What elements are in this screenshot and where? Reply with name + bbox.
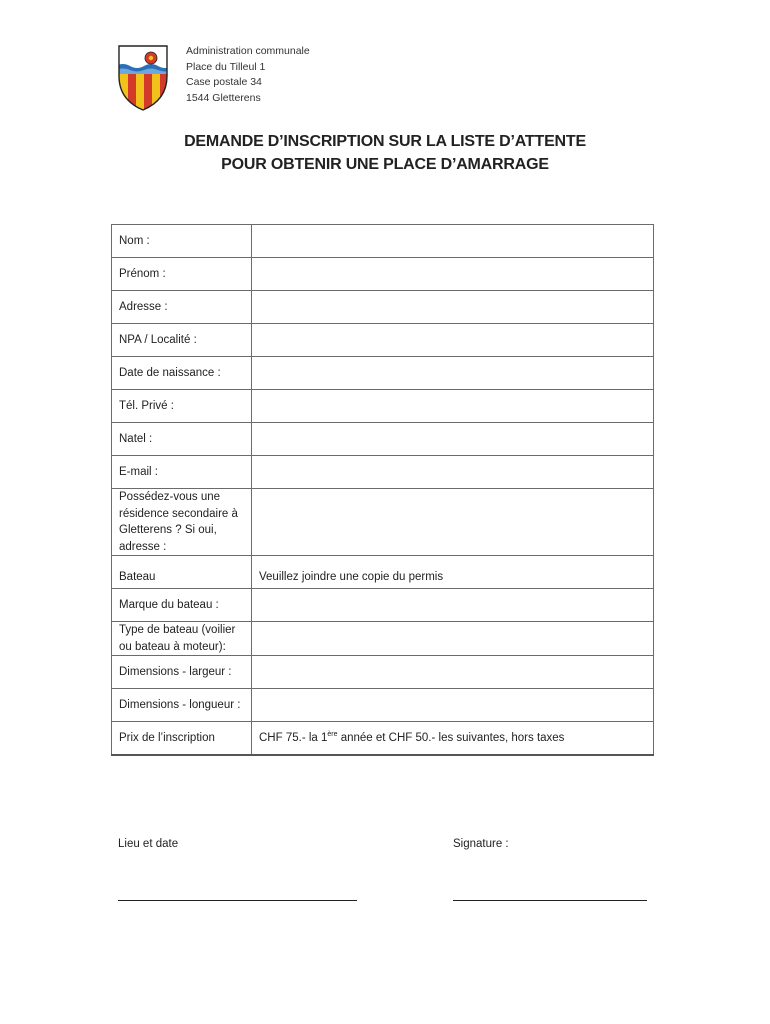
form-label: Natel : — [112, 423, 252, 456]
form-label: Marque du bateau : — [112, 589, 252, 622]
form-label: Dimensions - largeur : — [112, 656, 252, 689]
adresse-field[interactable] — [252, 291, 654, 324]
form-row-largeur — [112, 656, 654, 689]
price-superscript: ère — [327, 730, 338, 738]
form-row-tel-prive — [112, 390, 654, 423]
form-row-type-bateau — [112, 622, 654, 656]
signature-line[interactable] — [453, 900, 647, 901]
place-date-line[interactable] — [118, 900, 357, 901]
form-row-email — [112, 456, 654, 489]
form-row-prenom — [112, 258, 654, 291]
document-title — [0, 130, 770, 176]
application-form-table — [111, 224, 654, 756]
form-row-npa-localite — [112, 324, 654, 357]
form-row-natel — [112, 423, 654, 456]
form-row-longueur — [112, 689, 654, 722]
form-label: Nom : — [112, 225, 252, 258]
prix-value — [252, 722, 654, 755]
municipal-crest-logo — [116, 42, 170, 112]
form-label: Adresse : — [112, 291, 252, 324]
address-line: Place du Tilleul 1 — [186, 60, 266, 73]
nom-field[interactable] — [252, 225, 654, 258]
form-row-marque-bateau — [112, 589, 654, 622]
npa-localite-field[interactable] — [252, 324, 654, 357]
form-label: Bateau — [112, 556, 252, 589]
address-line: 1544 Gletterens — [186, 91, 261, 104]
form-row-residence-secondaire — [112, 489, 654, 556]
address-line: Administration communale — [186, 45, 310, 57]
form-row-prix — [112, 722, 654, 755]
form-label: Type de bateau (voilier ou bateau à moteur): — [112, 622, 252, 656]
form-label: Prénom : — [112, 258, 252, 291]
address-line: Case postale 34 — [186, 76, 262, 88]
longueur-field[interactable] — [252, 689, 654, 722]
tel-prive-field[interactable] — [252, 390, 654, 423]
date-naissance-field[interactable] — [252, 357, 654, 390]
email-field[interactable] — [252, 456, 654, 489]
form-label: E-mail : — [112, 456, 252, 489]
title-line-2: POUR OBTENIR UNE PLACE D’AMARRAGE — [221, 156, 549, 173]
largeur-field[interactable] — [252, 656, 654, 689]
place-date-label: Lieu et date — [118, 838, 179, 850]
form-label: Dimensions - longueur : — [112, 689, 252, 722]
form-label: NPA / Localité : — [112, 324, 252, 357]
natel-field[interactable] — [252, 423, 654, 456]
form-label: Prix de l’inscription — [112, 722, 252, 755]
form-label: Possédez-vous une résidence secondaire à Gletterens ? Si oui, adresse : — [112, 489, 252, 556]
marque-bateau-field[interactable] — [252, 589, 654, 622]
form-row-adresse — [112, 291, 654, 324]
sender-address-block — [186, 44, 310, 106]
form-label: Date de naissance : — [112, 357, 252, 390]
form-row-bateau — [112, 556, 654, 589]
price-suffix: année et CHF 50.- les suivantes, hors taxes — [337, 731, 565, 744]
price-prefix: CHF 75.- la 1 — [259, 731, 328, 744]
form-row-date-naissance — [112, 357, 654, 390]
signature-label: Signature : — [453, 838, 509, 850]
type-bateau-field[interactable] — [252, 622, 654, 656]
form-row-nom — [112, 225, 654, 258]
residence-secondaire-field[interactable] — [252, 489, 654, 556]
bateau-note: Veuillez joindre une copie du permis — [252, 556, 654, 589]
prenom-field[interactable] — [252, 258, 654, 291]
form-label: Tél. Privé : — [112, 390, 252, 423]
title-line-1: DEMANDE D’INSCRIPTION SUR LA LISTE D’ATTENTE — [184, 133, 586, 150]
